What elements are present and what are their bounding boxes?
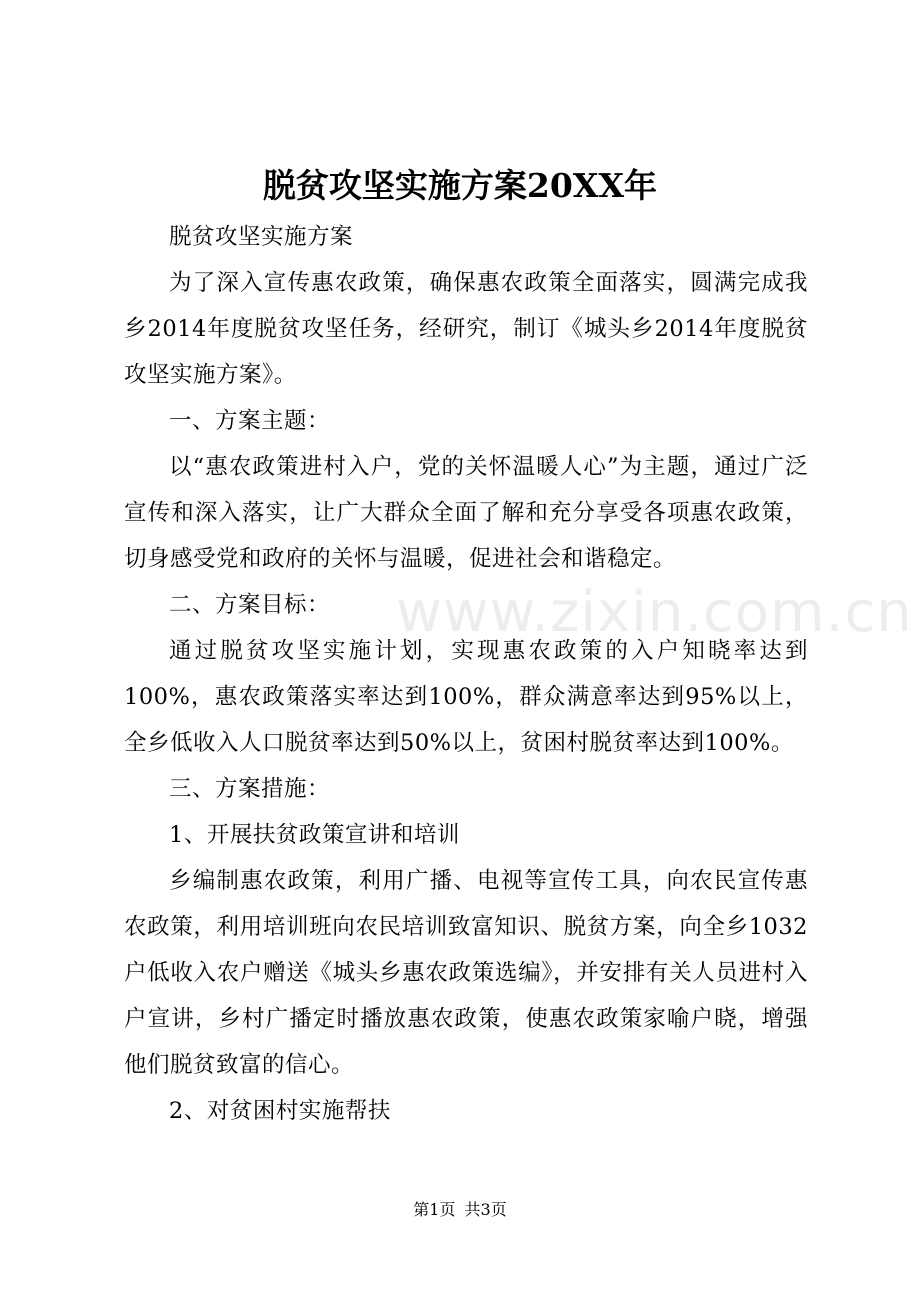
- paragraph-subtitle: 脱贫攻坚实施方案: [169, 224, 354, 250]
- heading-measures: 三、方案措施：: [169, 776, 331, 802]
- heading-goals: 二、方案目标：: [169, 592, 331, 618]
- paragraph-theme: 以“惠农政策进村入户，党的关怀温暖人心”为主题，通过广泛宣传和深入落实，让广大群众全面了解和充分享受各项惠农政策，切身感受党和政府的关怀与温暖，促进社会和谐稳定。: [124, 454, 808, 572]
- watermark: www.zixin.com.cn: [396, 580, 913, 645]
- paragraph-measure-1: 乡编制惠农政策，利用广播、电视等宣传工具，向农民宣传惠农政策，利用培训班向农民培训致富知识、脱贫方案，向全乡1032户低收入农户赠送《城头乡惠农政策选编》，并安排有关人员进村入户宣讲，乡村广播定时播放惠农政策，使惠农政策家喻户晓，增强他们脱贫致富的信心。: [124, 868, 808, 1078]
- page-footer: [0, 1198, 920, 1222]
- subheading-measure-1: 1、开展扶贫政策宣讲和培训: [169, 822, 460, 848]
- subheading-measure-2: 2、对贫困村实施帮扶: [169, 1098, 391, 1124]
- page-total: 共3页: [464, 1200, 507, 1219]
- paragraph-intro: 为了深入宣传惠农政策，确保惠农政策全面落实，圆满完成我乡2014年度脱贫攻坚任务，经研究，制订《城头乡2014年度脱贫攻坚实施方案》。: [124, 270, 808, 388]
- heading-theme: 一、方案主题：: [169, 408, 331, 434]
- document-title: 脱贫攻坚实施方案20XX年: [262, 166, 658, 205]
- page-number: 第1页: [413, 1200, 456, 1219]
- paragraph-goals: 通过脱贫攻坚实施计划，实现惠农政策的入户知晓率达到100%，惠农政策落实率达到100%，群众满意率达到95%以上，全乡低收入人口脱贫率达到50%以上，贫困村脱贫率达到100%。: [124, 638, 808, 756]
- document-body: [124, 214, 808, 1134]
